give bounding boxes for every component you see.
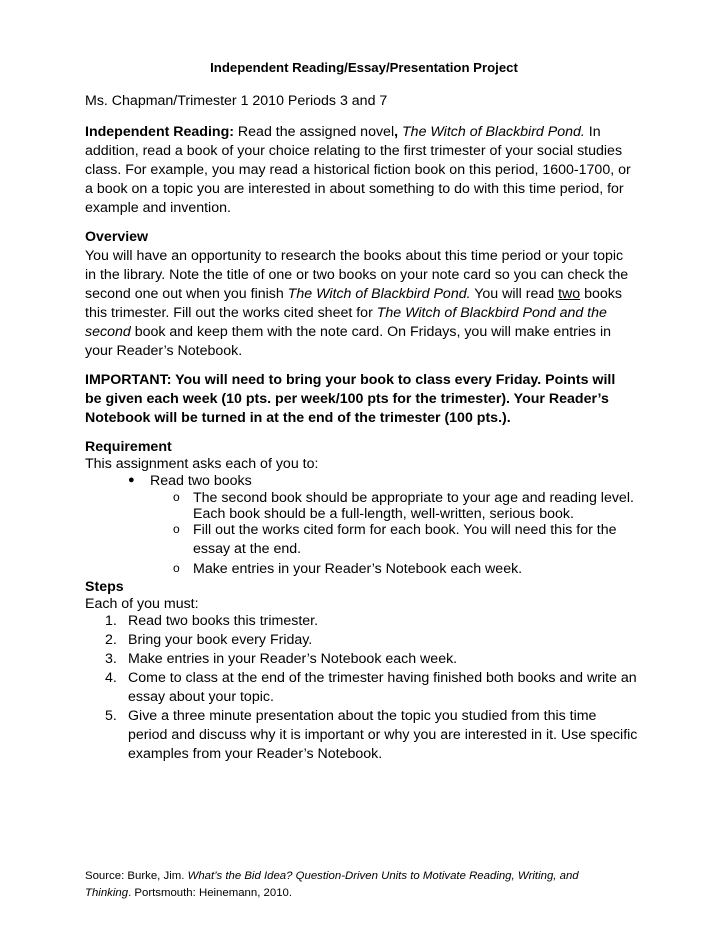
text: In (584, 124, 601, 140)
overview-line-5 (85, 324, 611, 340)
source-title: What’s the Bid Idea? Question-Driven Units to Motivate Reading, Writing, and (187, 870, 579, 882)
requirement-bullet: Read two books (150, 473, 252, 489)
step-2: Bring your book every Friday. (128, 632, 313, 648)
sub-bullet-icon: o (173, 522, 180, 536)
overview-line-4 (85, 305, 607, 321)
text: second one out when you finish (85, 286, 288, 302)
text: You will read (470, 286, 559, 302)
requirement-intro: This assignment asks each of you to: (85, 456, 319, 472)
sub-bullet-icon: o (173, 490, 180, 504)
source-line-1 (85, 870, 579, 882)
step-5-line-2: period and discuss why it is important or why you are interested in it. Use specific (128, 727, 638, 743)
sub-bullet-icon: o (173, 561, 180, 575)
steps-heading: Steps (85, 579, 124, 595)
requirement-sub-1-line-2: Each book should be a full-length, well-written, serious book. (193, 506, 574, 522)
independent-reading-label: Independent Reading: (85, 124, 234, 140)
independent-reading-line-5: example and invention. (85, 200, 231, 216)
requirement-sub-2-line-1: Fill out the works cited form for each book. You will need this for the (193, 522, 617, 538)
step-number: 1. (105, 613, 117, 629)
independent-reading-line-2: addition, read a book of your choice relating to the first trimester of your social studies (85, 143, 623, 159)
text: Source: Burke, Jim. (85, 870, 188, 882)
source-title: Thinking (85, 887, 129, 899)
overview-line-1: You will have an opportunity to research the books about this time period or your topic (85, 248, 624, 264)
step-number: 3. (105, 651, 117, 667)
independent-reading-line-1 (85, 124, 601, 140)
teacher-line: Ms. Chapman/Trimester 1 2010 Periods 3 and 7 (85, 93, 388, 109)
novel-title: The Witch of Blackbird Pond. (402, 124, 585, 140)
comma: , (394, 124, 399, 140)
text: . Portsmouth: Heinemann, 2010. (128, 887, 293, 899)
step-4-line-1: Come to class at the end of the trimester having finished both books and write an (128, 670, 637, 686)
step-number: 2. (105, 632, 117, 648)
overview-heading: Overview (85, 229, 149, 245)
step-1: Read two books this trimester. (128, 613, 319, 629)
step-3: Make entries in your Reader’s Notebook each week. (128, 651, 458, 667)
requirement-sub-1-line-1: The second book should be appropriate to your age and reading level. (193, 490, 634, 506)
underlined-two: two (558, 286, 581, 302)
important-line-3: Notebook will be turned in at the end of the trimester (100 pts.). (85, 410, 511, 426)
requirement-sub-2-line-2: essay at the end. (193, 541, 302, 557)
step-4-line-2: essay about your topic. (128, 689, 274, 705)
step-number: 5. (105, 708, 117, 724)
novel-title: The Witch of Blackbird Pond and the (376, 305, 607, 321)
step-5-line-1: Give a three minute presentation about the topic you studied from this time (128, 708, 597, 724)
text: books (580, 286, 622, 302)
important-line-2: be given each week (10 pts. per week/100 pts for the trimester). Your Reader’s (85, 391, 609, 407)
step-number: 4. (105, 670, 117, 686)
text: book and keep them with the note card. On Fridays, you will make entries in (130, 324, 611, 340)
bullet-icon: ● (128, 474, 135, 486)
novel-title: The Witch of Blackbird Pond. (287, 286, 471, 302)
overview-line-6: your Reader’s Notebook. (85, 343, 243, 359)
overview-line-2: in the library. Note the title of one or two books on your note card so you can check the (85, 267, 629, 283)
independent-reading-line-4: a book on a topic you are interested in about something to do with this time period, for (85, 181, 624, 197)
requirement-heading: Requirement (85, 439, 172, 455)
text: this trimester. Fill out the works cited sheet for (85, 305, 377, 321)
source-line-2 (85, 887, 292, 899)
page-title: Independent Reading/Essay/Presentation Project (210, 60, 518, 75)
step-5-line-3: examples from your Reader’s Notebook. (128, 746, 383, 762)
requirement-sub-3: Make entries in your Reader’s Notebook each week. (193, 561, 523, 577)
independent-reading-line-3: class. For example, you may read a historical fiction book on this period, 1600-1700, or (85, 162, 631, 178)
second-word: second (85, 324, 131, 340)
overview-line-3 (85, 286, 622, 302)
important-line-1: IMPORTANT: You will need to bring your book to class every Friday. Points will (85, 372, 616, 388)
text: Read the assigned novel (237, 124, 395, 140)
steps-intro: Each of you must: (85, 596, 199, 612)
